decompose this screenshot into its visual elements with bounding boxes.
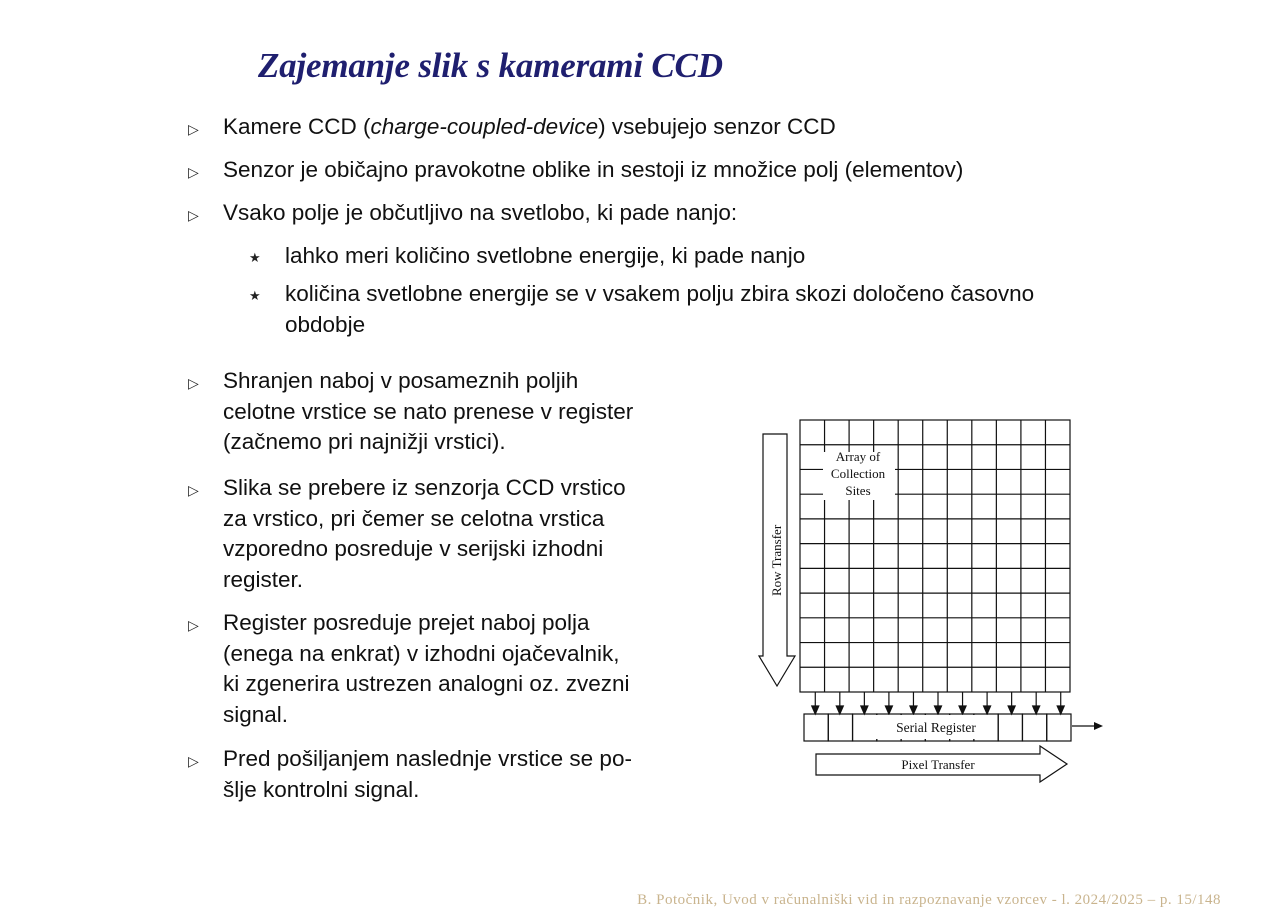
array-label-line: Array of	[835, 449, 881, 464]
bullet-4	[223, 366, 633, 458]
bullet-6-line: (enega na enkrat) v izhodni ojačevalnik,	[223, 640, 620, 666]
bullet-6	[223, 608, 629, 730]
bullet-marker-icon: ▷	[188, 753, 199, 769]
bullet-5-line: vzporedno posreduje v serijski izhodni	[223, 536, 604, 561]
bullet-1-emphasis: charge-coupled-device	[370, 114, 599, 139]
serial-register-label: Serial Register	[896, 720, 976, 735]
output-arrow-head	[1094, 722, 1103, 730]
bullet-5-line: Slika se prebere iz senzorja CCD vrstico	[223, 475, 626, 500]
bullet-5-line: za vrstico, pri čemer se celotna vrstica	[223, 505, 605, 531]
pixel-transfer-label: Pixel Transfer	[901, 757, 975, 772]
down-arrow-head	[935, 706, 942, 714]
bullet-7-line: šlje kontrolni signal.	[223, 776, 420, 802]
bullet-4-line: celotne vrstice se nato prenese v register	[223, 398, 634, 424]
star-marker-icon: ★	[249, 288, 261, 303]
star-marker-icon: ★	[249, 250, 261, 265]
bullet-5	[223, 473, 626, 595]
down-arrow-head	[984, 706, 991, 714]
bullet-marker-icon: ▷	[188, 121, 199, 137]
down-arrow-head	[861, 706, 868, 714]
down-arrow-head	[1008, 706, 1015, 714]
bullet-7	[223, 744, 632, 805]
slide-title: Zajemanje slik s kamerami CCD	[258, 46, 723, 85]
array-label-line: Sites	[845, 483, 871, 498]
serial-register-cell	[1022, 714, 1046, 741]
sub-bullet-2-line: obdobje	[285, 311, 366, 337]
bullet-7-line: Pred pošiljanjem naslednje vrstice se po-	[223, 746, 632, 771]
ccd-diagram	[750, 410, 1120, 795]
bullet-1-post: ) vsebujejo senzor CCD	[598, 114, 836, 139]
row-to-register-arrows	[812, 692, 1064, 714]
down-arrow-head	[1033, 706, 1040, 714]
down-arrow-head	[910, 706, 917, 714]
array-label-line: Collection	[830, 466, 886, 481]
serial-register-cell	[804, 714, 828, 741]
bullet-4-line: Shranjen naboj v posameznih poljih	[223, 368, 579, 393]
bullet-marker-icon: ▷	[188, 207, 199, 223]
serial-register-cell	[998, 714, 1022, 741]
bullet-marker-icon: ▷	[188, 375, 199, 391]
row-transfer-label: Row Transfer	[769, 524, 784, 596]
bullet-1	[223, 112, 836, 143]
bullet-5-line: register.	[223, 566, 304, 592]
down-arrow-head	[959, 706, 966, 714]
bullet-6-line: Register posreduje prejet naboj polja	[223, 610, 590, 635]
bullet-6-line: signal.	[223, 701, 289, 727]
down-arrow-head	[836, 706, 843, 714]
bullet-marker-icon: ▷	[188, 482, 199, 498]
sub-bullet-1	[285, 241, 805, 272]
bullet-3: Vsako polje je občutljivo na svetlobo, ki pade nanjo:	[223, 200, 738, 225]
sub-bullet-2-line: količina svetlobne energije se v vsakem polju zbira skozi določeno časovno	[285, 281, 1035, 306]
bullet-6-line: ki zgenerira ustrezen analogni oz. zvezni	[223, 671, 630, 696]
serial-register-cell	[1047, 714, 1071, 741]
bullet-2: Senzor je običajno pravokotne oblike in sestoji iz množice polj (elementov)	[223, 157, 964, 182]
down-arrow-head	[812, 706, 819, 714]
serial-register-cell	[828, 714, 852, 741]
sub-bullet-1-line: lahko meri količino svetlobne energije, ki pade nanjo	[285, 243, 806, 268]
down-arrow-head	[1057, 706, 1064, 714]
bullet-marker-icon: ▷	[188, 617, 199, 633]
serial-register-cell	[853, 714, 877, 741]
bullet-1-pre: Kamere CCD (	[223, 114, 371, 139]
down-arrow-head	[885, 706, 892, 714]
slide-footer: B. Potočnik, Uvod v računalniški vid in razpoznavanje vzorcev - l. 2024/2025 – p. 15/148	[637, 892, 1221, 908]
bullet-marker-icon: ▷	[188, 164, 199, 180]
sub-bullet-2	[285, 279, 1034, 340]
bullet-4-line: (začnemo pri najnižji vrstici).	[223, 429, 506, 454]
